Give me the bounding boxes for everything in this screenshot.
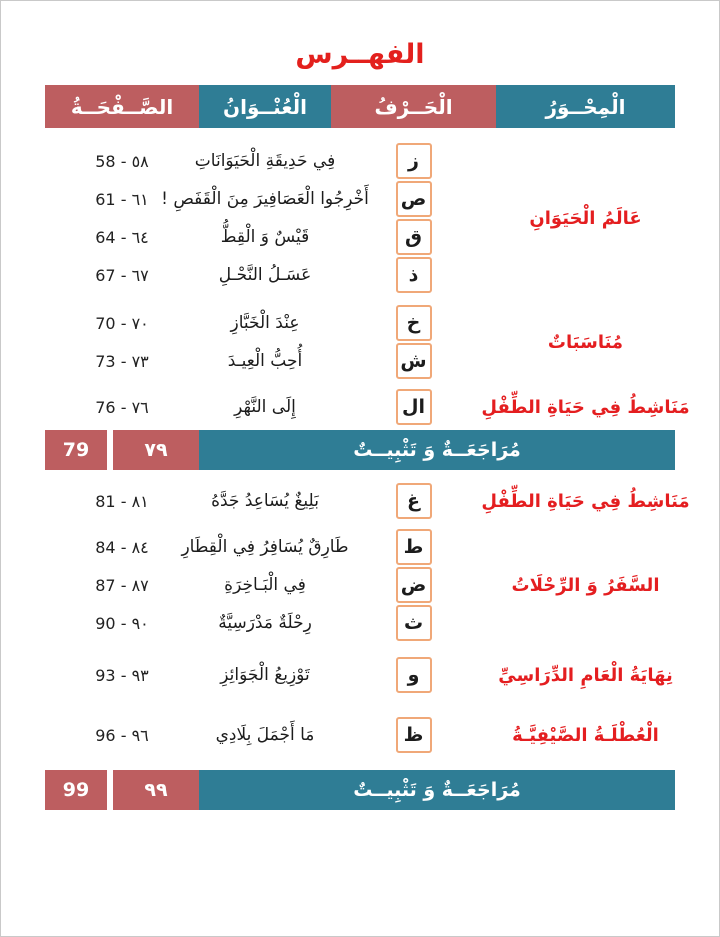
letter-cell xyxy=(331,483,496,519)
page-cell xyxy=(45,576,199,595)
theme-label: نِهَايَةُ الْعَامِ الدِّرَاسِيِّ xyxy=(498,664,673,686)
letter-cell xyxy=(331,305,496,341)
page-cell xyxy=(45,726,199,745)
letter-cell xyxy=(331,717,496,753)
letter-box: ال xyxy=(396,389,432,425)
toc-group xyxy=(45,716,675,754)
letter-box: خ xyxy=(396,305,432,341)
toc-row xyxy=(45,256,496,294)
page-range: ٩٠ - 90 xyxy=(95,613,149,633)
toc-group xyxy=(45,656,675,694)
letter-box: ظ xyxy=(396,717,432,753)
letter-cell xyxy=(331,143,496,179)
page-range: ٩٦ - 96 xyxy=(95,725,149,745)
entry-title: طَارِقٌ يُسَافِرُ فِي الْقِطَارِ xyxy=(181,537,349,557)
group-entries xyxy=(45,482,496,520)
toc-group xyxy=(45,482,690,520)
header-cell-title: الْعُنْــوَانُ xyxy=(199,85,331,128)
toc-row xyxy=(45,388,496,426)
letter-box: ط xyxy=(396,529,432,565)
letter-box: ث xyxy=(396,605,432,641)
letter-box: ذ xyxy=(396,257,432,293)
theme-cell xyxy=(496,142,675,294)
page-cell xyxy=(45,228,199,247)
page-title: الفهــرس xyxy=(295,39,425,70)
title-cell xyxy=(199,613,331,633)
letter-cell xyxy=(331,257,496,293)
letter-box: ص xyxy=(396,181,432,217)
toc-row xyxy=(45,604,496,642)
title-cell xyxy=(199,265,331,285)
title-cell xyxy=(199,665,331,685)
page-range: ٧٦ - 76 xyxy=(95,397,149,417)
toc-group xyxy=(45,304,675,380)
title-cell xyxy=(199,313,331,333)
toc-group xyxy=(45,528,675,642)
letter-box: ق xyxy=(396,219,432,255)
group-entries xyxy=(45,656,496,694)
entry-title: إِلَى النَّهْرِ xyxy=(234,397,296,417)
title-cell xyxy=(199,351,331,371)
group-entries xyxy=(45,388,496,426)
theme-cell xyxy=(496,716,675,754)
review-bar xyxy=(45,770,675,810)
page-cell xyxy=(45,266,199,285)
review-bar xyxy=(45,430,675,470)
theme-label: السَّفَرُ وَ الرِّحْلَاتُ xyxy=(511,574,660,596)
toc-header-row xyxy=(45,85,675,128)
toc-group xyxy=(45,142,675,294)
title-cell xyxy=(199,491,331,511)
theme-label: مَنَاشِطُ فِي حَيَاةِ الطِّفْلِ xyxy=(481,396,690,418)
toc-row xyxy=(45,566,496,604)
letter-box: ض xyxy=(396,567,432,603)
toc-row xyxy=(45,218,496,256)
page-range: ٨٧ - 87 xyxy=(95,575,149,595)
page-range: ٦١ - 61 xyxy=(95,189,149,209)
toc-row xyxy=(45,528,496,566)
page-cell xyxy=(45,352,199,371)
toc-table xyxy=(45,85,690,810)
page-cell xyxy=(45,190,199,209)
entry-title: مَا أَجْمَلَ بِلَادِي xyxy=(215,725,315,745)
page-range: ٦٤ - 64 xyxy=(95,227,149,247)
title-cell xyxy=(181,537,349,557)
page-cell xyxy=(45,152,199,171)
letter-box: ش xyxy=(396,343,432,379)
page-range: ٧٣ - 73 xyxy=(95,351,149,371)
page-cell xyxy=(45,538,199,557)
entry-title: فِي حَدِيقَةِ الْحَيَوَانَاتِ xyxy=(194,151,336,171)
page-range: ٧٠ - 70 xyxy=(95,313,149,333)
entry-title: أُحِبُّ الْعِيـدَ xyxy=(227,351,303,371)
entry-title: بَلِيغٌ يُسَاعِدُ جَدَّهُ xyxy=(211,491,319,511)
page-range: ٨١ - 81 xyxy=(95,491,149,511)
toc-row xyxy=(45,342,496,380)
toc-row xyxy=(45,716,496,754)
group-entries xyxy=(45,142,496,294)
review-page-arabic: ٩٩ xyxy=(113,770,199,810)
review-page-arabic: ٧٩ xyxy=(113,430,199,470)
page-range: ٩٣ - 93 xyxy=(95,665,149,685)
toc-row xyxy=(45,656,496,694)
letter-cell xyxy=(331,219,496,255)
entry-title: رِحْلَةٌ مَدْرَسِيَّةٌ xyxy=(218,613,312,633)
page-range: ٦٧ - 67 xyxy=(95,265,149,285)
toc-row xyxy=(45,482,496,520)
theme-label: الْعُطْلَـةُ الصَّيْفِيَّـةُ xyxy=(512,724,659,746)
theme-cell xyxy=(496,528,675,642)
letter-cell xyxy=(331,389,496,425)
letter-cell xyxy=(331,567,496,603)
letter-box: و xyxy=(396,657,432,693)
letter-cell xyxy=(331,657,496,693)
page-cell xyxy=(45,492,199,511)
toc-row xyxy=(45,142,496,180)
review-label: مُرَاجَعَــةٌ وَ تَثْبِيــتٌ xyxy=(353,779,521,801)
title-cell xyxy=(199,575,331,595)
letter-box: غ xyxy=(396,483,432,519)
title-cell xyxy=(199,397,331,417)
theme-label: مُنَاسَبَاتٌ xyxy=(547,331,624,353)
header-cell-page: الصَّــفْحَــةُ xyxy=(45,85,199,128)
letter-cell xyxy=(331,529,496,565)
page-range: ٨٤ - 84 xyxy=(95,537,149,557)
theme-label: عَالَمُ الْحَيَوَانِ xyxy=(529,207,642,229)
theme-cell xyxy=(481,388,690,426)
letter-cell xyxy=(331,605,496,641)
letter-cell xyxy=(331,343,496,379)
review-label-segment xyxy=(199,430,675,470)
theme-label: مَنَاشِطُ فِي حَيَاةِ الطِّفْلِ xyxy=(481,490,690,512)
review-page-western: 99 xyxy=(45,770,107,810)
title-cell xyxy=(194,151,336,171)
title-cell xyxy=(199,725,331,745)
review-label: مُرَاجَعَــةٌ وَ تَثْبِيــتٌ xyxy=(353,439,521,461)
group-entries xyxy=(45,528,496,642)
toc-group xyxy=(45,388,690,426)
page-cell xyxy=(45,614,199,633)
entry-title: عِنْدَ الْخَبَّازِ xyxy=(230,313,300,333)
page-cell xyxy=(45,314,199,333)
group-entries xyxy=(45,716,496,754)
toc-row xyxy=(45,304,496,342)
review-page-western: 79 xyxy=(45,430,107,470)
table-body xyxy=(45,142,690,810)
theme-cell xyxy=(481,482,690,520)
review-label-segment xyxy=(199,770,675,810)
entry-title: أَخْرِجُوا الْعَصَافِيرَ مِنَ الْقَفَصِ ! xyxy=(161,189,369,209)
theme-cell xyxy=(496,304,675,380)
entry-title: تَوْزِيعُ الْجَوَائِزِ xyxy=(220,665,310,685)
letter-box: ز xyxy=(396,143,432,179)
group-entries xyxy=(45,304,496,380)
page-cell xyxy=(45,398,199,417)
title-cell xyxy=(199,227,331,247)
header-cell-letter: الْحَــرْفُ xyxy=(331,85,496,128)
page-range: ٥٨ - 58 xyxy=(95,151,149,171)
entry-title: فِي الْبَـاخِرَةِ xyxy=(224,575,306,595)
toc-row xyxy=(45,180,496,218)
theme-cell xyxy=(496,656,675,694)
header-cell-theme: الْمِحْــوَرُ xyxy=(496,85,675,128)
entry-title: عَسَـلُ النَّحْـلِ xyxy=(218,265,312,285)
title-cell xyxy=(161,189,369,209)
entry-title: قَيْسٌ وَ الْقِطُّ xyxy=(220,227,310,247)
page-cell xyxy=(45,666,199,685)
